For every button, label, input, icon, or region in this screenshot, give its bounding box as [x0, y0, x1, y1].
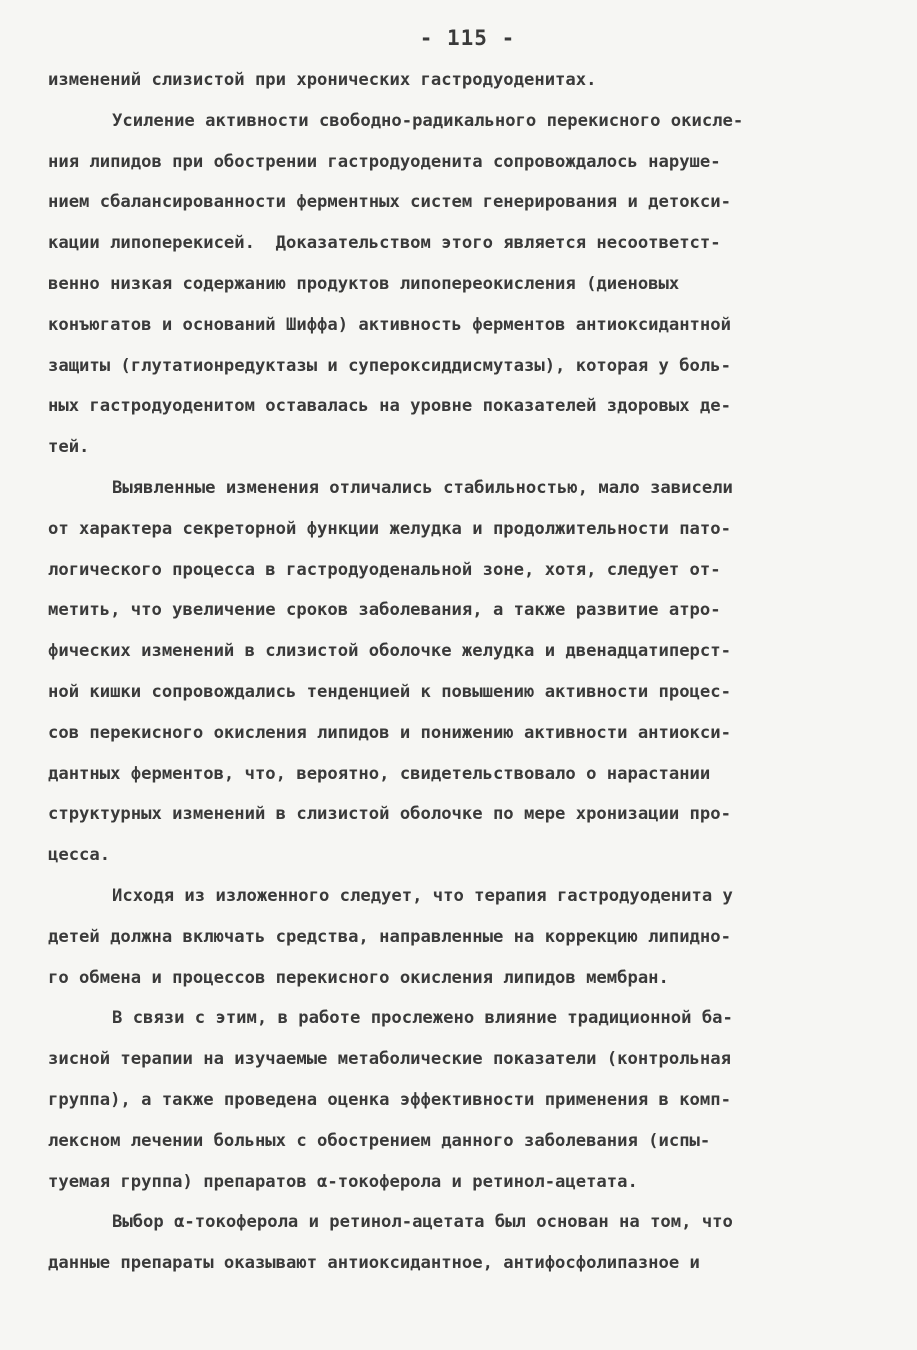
text-line: группа), а также проведена оценка эффективности применения в комп- [48, 1089, 731, 1110]
text-line: лексном лечении больных с обострением данного заболевания (испы- [48, 1130, 711, 1151]
text-line: зисной терапии на изучаемые метаболические показатели (контрольная [48, 1049, 731, 1070]
text-line: Исходя из изложенного следует, что терапия гастродуоденита у [112, 885, 733, 906]
text-line: защиты (глутатионредуктазы и супероксиддисмутазы), которая у боль- [48, 355, 731, 376]
text-line: ных гастродуоденитом оставалась на уровне показателей здоровых де- [48, 396, 731, 417]
text-line: ния липидов при обострении гастродуоденита сопровождалось наруше- [48, 151, 721, 172]
text-line: нием сбалансированности ферментных систем генерирования и детокси- [48, 192, 731, 213]
text-line: Выявленные изменения отличались стабильностью, мало зависели [112, 477, 733, 498]
text-line: го обмена и процессов перекисного окисления липидов мембран. [48, 967, 669, 988]
text-line: структурных изменений в слизистой оболочке по мере хронизации про- [48, 804, 731, 825]
text-line: туемая группа) препаратов α-токоферола и ретинол-ацетата. [48, 1171, 638, 1192]
text-line: конъюгатов и оснований Шиффа) активность ферментов антиоксидантной [48, 314, 731, 335]
body-text [48, 60, 877, 1284]
text-line: В связи с этим, в работе прослежено влияние традиционной ба- [112, 1008, 733, 1029]
text-line: венно низкая содержанию продуктов липопереокисления (диеновых [48, 273, 680, 294]
text-line: фических изменений в слизистой оболочке желудка и двенадцатиперст- [48, 641, 731, 662]
text-line: Выбор α-токоферола и ретинол-ацетата был основан на том, что [112, 1212, 733, 1233]
text-line: Усиление активности свободно-радикального перекисного окисле- [112, 110, 744, 131]
text-line: сов перекисного окисления липидов и понижению активности антиокси- [48, 722, 731, 743]
text-line: логического процесса в гастродуоденальной зоне, хотя, следует от- [48, 559, 721, 580]
text-line: детей должна включать средства, направленные на коррекцию липидно- [48, 926, 731, 947]
page-number: - 115 - [419, 26, 516, 50]
text-line: кации липоперекисей. Доказательством этого является несоответст- [48, 233, 721, 254]
text-line: дантных ферментов, что, вероятно, свидетельствовало о нарастании [48, 763, 711, 784]
text-line: цесса. [48, 845, 111, 866]
text-line: метить, что увеличение сроков заболевания, а также развитие атро- [48, 600, 721, 621]
text-line: данные препараты оказывают антиоксидантное, антифосфолипазное и [48, 1253, 700, 1274]
text-line: от характера секреторной функции желудка и продолжительности пато- [48, 518, 731, 539]
text-line: изменений слизистой при хронических гастродуоденитах. [48, 70, 597, 90]
text-line: ной кишки сопровождались тенденцией к повышению активности процес- [48, 681, 731, 702]
text-line: тей. [48, 437, 90, 458]
